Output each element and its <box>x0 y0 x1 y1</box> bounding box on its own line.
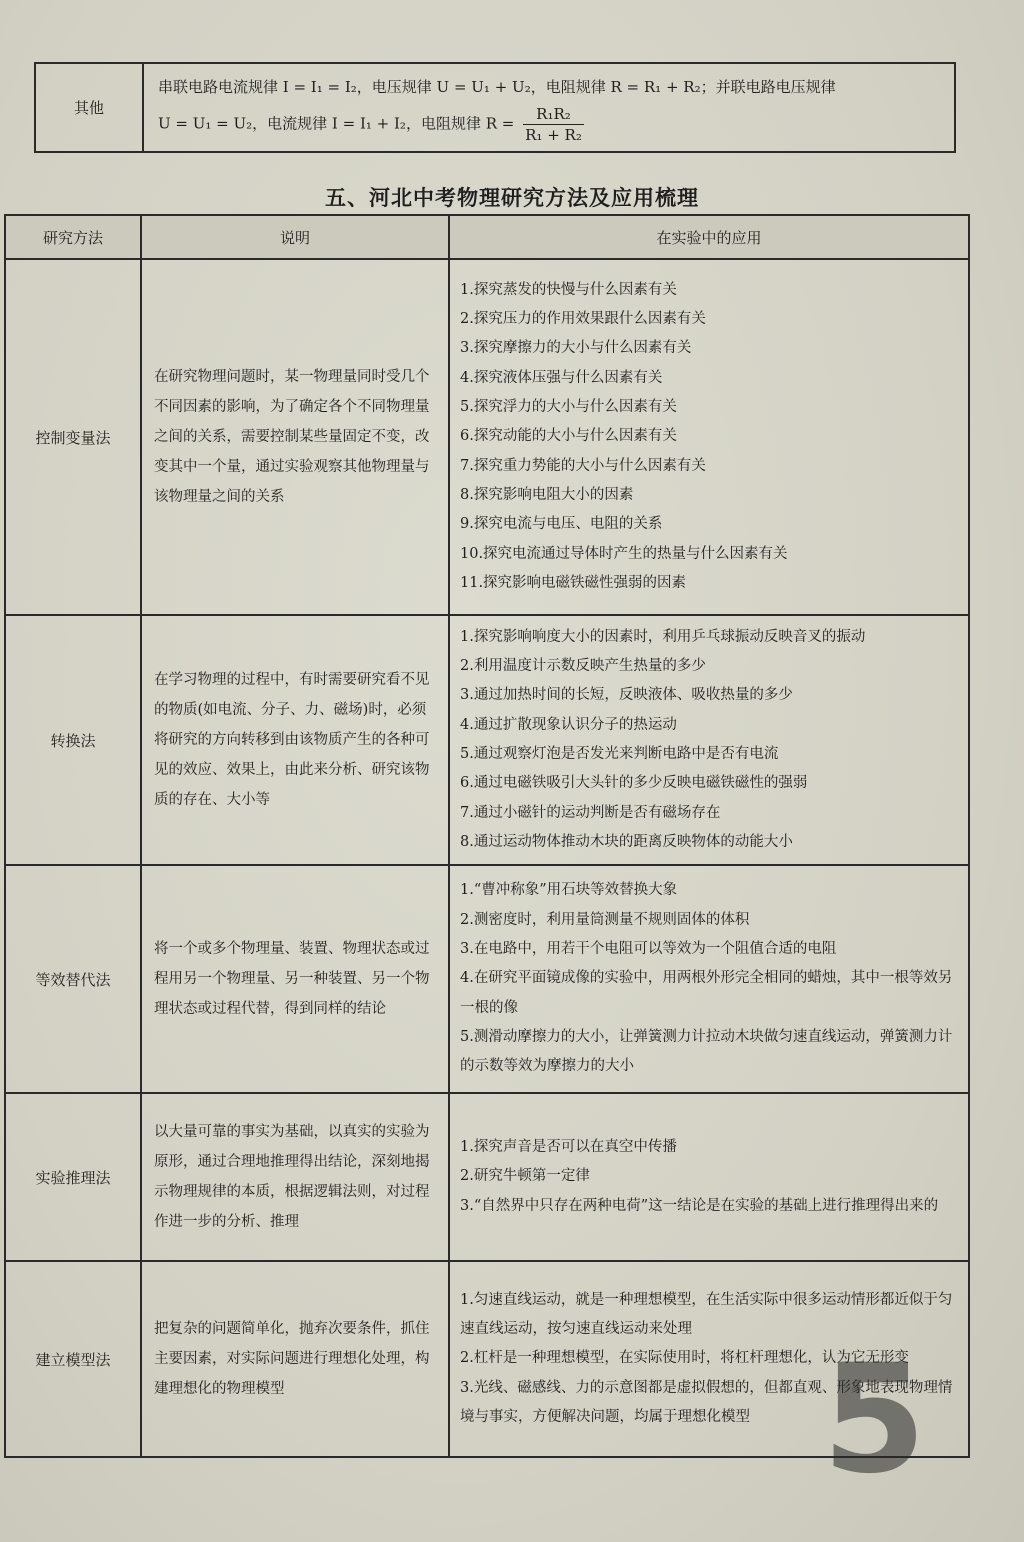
application-item: 7.探究重力势能的大小与什么因素有关 <box>460 457 706 474</box>
other-row <box>35 63 955 152</box>
application-item: 1.探究蒸发的快慢与什么因素有关 <box>460 281 677 298</box>
method-name: 实验推理法 <box>5 1093 141 1261</box>
table-row <box>5 259 969 615</box>
application-item: 8.通过运动物体推动木块的距离反映物体的动能大小 <box>460 833 793 850</box>
application-item: 3.探究摩擦力的大小与什么因素有关 <box>460 340 692 357</box>
research-methods-table <box>4 214 970 1458</box>
application-item: 1.探究声音是否可以在真空中传播 <box>460 1139 677 1156</box>
application-item: 2.研究牛顿第一定律 <box>460 1168 590 1185</box>
method-name: 等效替代法 <box>5 865 141 1093</box>
method-applications <box>449 615 969 865</box>
application-item: 5.探究浮力的大小与什么因素有关 <box>460 399 677 416</box>
method-applications <box>449 865 969 1093</box>
application-item: 8.探究影响电阻大小的因素 <box>460 486 634 503</box>
formula-line-2-text: U = U₁ = U₂，电流规律 I = I₁ + I₂，电阻规律 R = <box>158 114 515 133</box>
application-item: 5.通过观察灯泡是否发光来判断电路中是否有电流 <box>460 746 779 762</box>
table-row <box>5 1093 969 1261</box>
application-item: 2.探究压力的作用效果跟什么因素有关 <box>460 311 706 328</box>
application-item: 3.通过加热时间的长短，反映液体、吸收热量的多少 <box>460 687 793 704</box>
application-item: 3.“自然界中只存在两种电荷”这一结论是在实验的基础上进行推理得出来的 <box>460 1197 939 1214</box>
page-number: 5 <box>822 1333 927 1507</box>
parallel-resistance-fraction <box>523 104 584 145</box>
applications-list <box>460 1133 960 1221</box>
method-description: 将一个或多个物理量、装置、物理状态或过程用另一个物理量、另一种装置、另一个物理状态或过程代替，得到同样的结论 <box>141 865 449 1093</box>
application-item: 4.通过扩散现象认识分子的热运动 <box>460 716 677 733</box>
method-name: 建立模型法 <box>5 1261 141 1457</box>
application-item: 1.“曹冲称象”用石块等效替换大象 <box>460 882 678 899</box>
header-method: 研究方法 <box>5 215 141 259</box>
application-item: 2.测密度时，利用量筒测量不规则固体的体积 <box>460 911 750 928</box>
method-description: 以大量可靠的事实为基础，以真实的实验为原形，通过合理地推理得出结论，深刻地揭示物理规律的本质，根据逻辑法则，对过程作进一步的分析、推理 <box>141 1093 449 1261</box>
application-item: 11.探究影响电磁铁磁性强弱的因素 <box>460 574 687 591</box>
applications-list <box>460 876 960 1081</box>
application-item: 6.探究动能的大小与什么因素有关 <box>460 428 677 445</box>
method-description: 把复杂的问题简单化，抛弃次要条件，抓住主要因素，对实际问题进行理想化处理，构建理想化的物理模型 <box>141 1261 449 1457</box>
formula-line-1: 串联电路电流规律 I = I₁ = I₂，电压规律 U = U₁ + U₂，电阻规律 R = R₁ + R₂；并联电路电压规律 <box>158 78 836 96</box>
application-item: 6.通过电磁铁吸引大头针的多少反映电磁铁磁性的强弱 <box>460 775 808 792</box>
method-applications <box>449 1093 969 1261</box>
fraction-denominator: R₁ + R₂ <box>525 126 582 144</box>
application-item: 2.利用温度计示数反映产生热量的多少 <box>460 658 706 675</box>
application-item: 5.测滑动摩擦力的大小，让弹簧测力计拉动木块做匀速直线运动，弹簧测力计的示数等效为摩擦力的大小 <box>460 1028 953 1075</box>
method-name: 控制变量法 <box>5 259 141 615</box>
fraction-numerator: R₁R₂ <box>523 104 584 125</box>
header-row <box>5 215 969 259</box>
application-item: 7.通过小磁针的运动判断是否有磁场存在 <box>460 804 721 821</box>
section-title: 五、河北中考物理研究方法及应用梳理 <box>325 186 699 210</box>
application-item: 1.匀速直线运动，就是一种理想模型，在生活实际中很多运动情形都近似于匀速直线运动，按匀速直线运动来处理 <box>460 1291 953 1338</box>
application-item: 3.光线、磁感线、力的示意图都是虚拟假想的，但都直观、形象地表现物理情境与事实，方便解决问题，均属于理想化模型 <box>460 1379 953 1425</box>
application-item: 4.探究液体压强与什么因素有关 <box>460 369 663 386</box>
header-apps: 在实验中的应用 <box>449 215 969 259</box>
application-item: 4.在研究平面镜成像的实验中，用两根外形完全相同的蜡烛，其中一根等效另一根的像 <box>460 970 953 1016</box>
method-applications <box>449 259 969 615</box>
applications-list <box>460 276 960 598</box>
application-item: 10.探究电流通过导体时产生的热量与什么因素有关 <box>460 545 788 562</box>
other-label: 其他 <box>35 63 143 152</box>
method-description: 在研究物理问题时，某一物理量同时受几个不同因素的影响，为了确定各个不同物理量之间的关系，需要控制某些量固定不变，改变其中一个量，通过实验观察其他物理量与该物理量之间的关系 <box>141 259 449 615</box>
other-content <box>143 63 955 152</box>
application-item: 3.在电路中，用若干个电阻可以等效为一个阻值合适的电阻 <box>460 941 837 958</box>
formula-line-2 <box>158 104 940 145</box>
other-formulas-table <box>34 62 956 153</box>
method-name: 转换法 <box>5 615 141 865</box>
method-description: 在学习物理的过程中，有时需要研究看不见的物质(如电流、分子、力、磁场)时，必须将研究的方向转移到由该物质产生的各种可见的效应、效果上，由此来分析、研究该物质的存在、大小等 <box>141 615 449 865</box>
application-item: 1.探究影响响度大小的因素时，利用乒乓球振动反映音叉的振动 <box>460 628 866 645</box>
application-item: 9.探究电流与电压、电阻的关系 <box>460 516 663 533</box>
table-row <box>5 615 969 865</box>
header-desc: 说明 <box>141 215 449 259</box>
applications-list <box>460 623 960 857</box>
table-row <box>5 865 969 1093</box>
application-item: 2.杠杆是一种理想模型，在实际使用时，将杠杆理想化，认为它无形变 <box>460 1350 909 1367</box>
